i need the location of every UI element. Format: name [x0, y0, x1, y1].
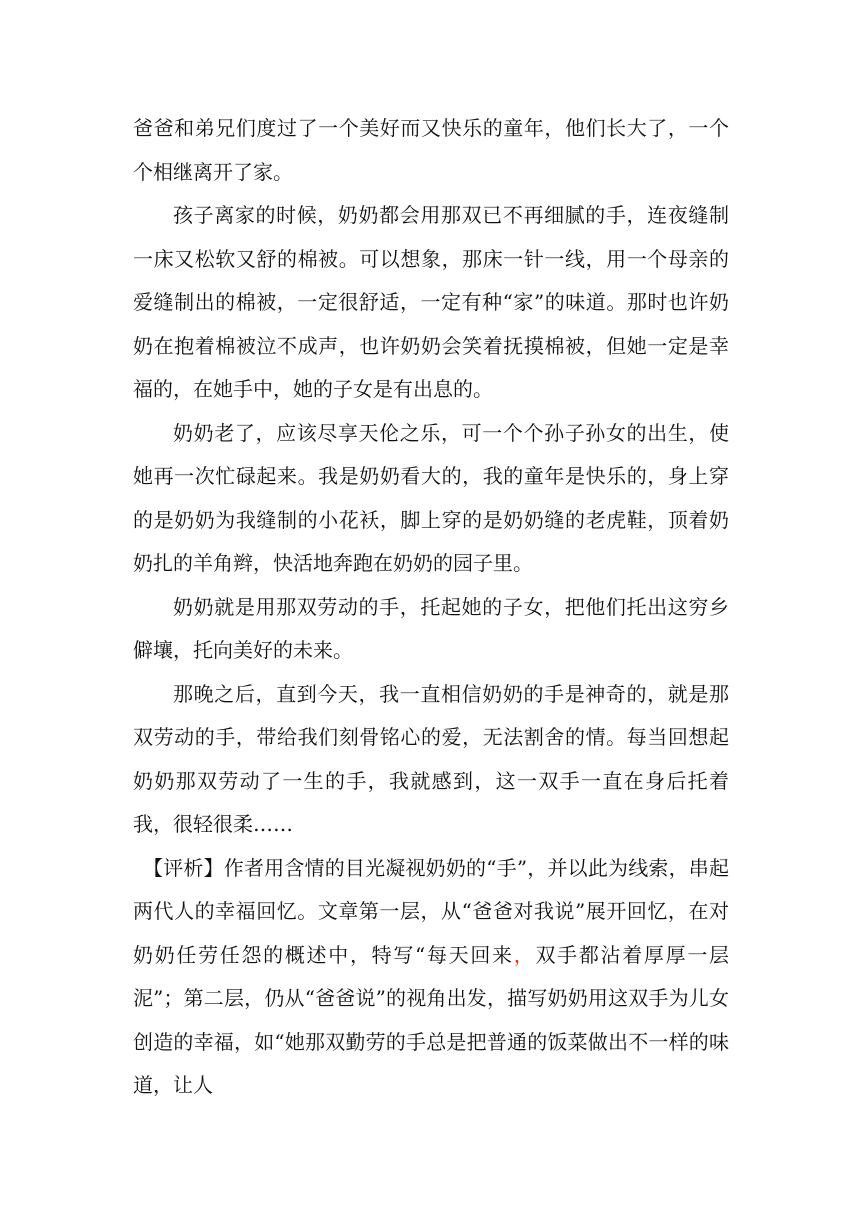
commentary-label: 【评析】	[143, 855, 224, 880]
paragraph-2: 孩子离家的时候，奶奶都会用那双已不再细腻的手，连夜缝制一床又松软又舒的棉被。可以想象，那床一针一线，用一个母亲的爱缝制出的棉被，一定很舒适，一定有种“家”的味道。那时也许奶奶在抱着棉被泣不成声，也许奶奶会笑着抚摸棉被，但她一定是幸福的，在她手中，她的子女是有出息的。	[133, 203, 729, 401]
paragraph-1: 爸爸和弟兄们度过了一个美好而又快乐的童年，他们长大了，一个个相继离开了家。	[133, 116, 729, 184]
commentary-red-comma: ，	[513, 942, 536, 967]
paragraph-3: 奶奶老了，应该尽享天伦之乐，可一个个孙子孙女的出生，使她再一次忙碌起来。我是奶奶看大的，我的童年是快乐的，身上穿的是奶奶为我缝制的小花袄，脚上穿的是奶奶缝的老虎鞋，顶着奶奶扎的羊角辫，快活地奔跑在奶奶的园子里。	[133, 420, 729, 575]
commentary-paragraph	[133, 847, 729, 1108]
commentary-text-part-2: 双手都沾着厚厚一层泥”；第二层，仍从“爸爸说”的视角出发，描写奶奶用这双手为儿女创造的幸福，如“她那双勤劳的手总是把普通的饭菜做出不一样的味道，让人	[133, 942, 730, 1097]
document-body	[133, 107, 729, 1108]
commentary-text-part-1: 作者用含情的目光凝视奶奶的“手”，并以此为线索，串起两代人的幸福回忆。文章第一层，从“爸爸对我说”展开回忆，在对奶奶任劳任怨的概述中，特写“每天回来	[133, 855, 729, 967]
paragraph-4: 奶奶就是用那双劳动的手，托起她的子女，把他们托出这穷乡僻壤，托向美好的未来。	[133, 594, 729, 662]
paragraph-5: 那晚之后，直到今天，我一直相信奶奶的手是神奇的，就是那双劳动的手，带给我们刻骨铭心的爱，无法割舍的情。每当回想起奶奶那双劳动了一生的手，我就感到，这一双手一直在身后托着我，很轻很柔……	[133, 681, 729, 836]
